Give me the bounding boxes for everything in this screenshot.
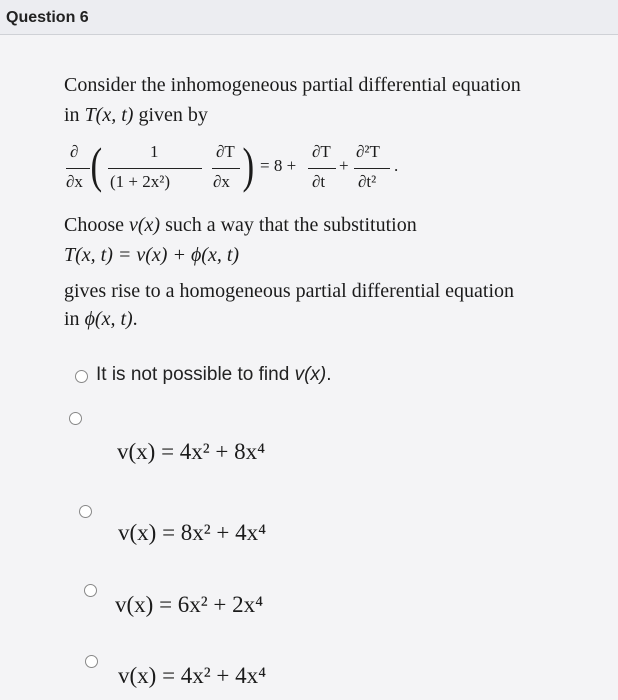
eq-right-paren: ): [242, 137, 255, 193]
gives-suffix: .: [132, 308, 138, 330]
question-gives-line2: [64, 308, 138, 331]
option-formula: v(x) = 8x² + 4x⁴: [118, 520, 267, 545]
choose-prefix: Choose: [64, 214, 129, 236]
eq-fraction-bar: [108, 168, 202, 169]
radio-button[interactable]: [75, 370, 88, 383]
radio-button[interactable]: [85, 655, 98, 668]
question-intro-line1: Consider the inhomogeneous partial differential equation: [64, 74, 521, 96]
option-function: v(x): [294, 364, 327, 385]
option-formula: v(x) = 6x² + 2x⁴: [115, 592, 264, 617]
gives-prefix: in: [64, 308, 85, 330]
eq-dt2: ∂t²: [358, 172, 377, 191]
eq-fraction-bar: [308, 168, 336, 169]
eq-dT-rhs: ∂T: [312, 142, 331, 161]
eq-fraction-bar: [212, 168, 240, 169]
gives-function: ϕ(x, t): [84, 308, 133, 330]
eq-left-paren: (: [90, 137, 103, 193]
option-formula: v(x) = 4x² + 8x⁴: [117, 439, 266, 464]
eq-fraction-bar: [66, 168, 90, 169]
option-label: [96, 364, 332, 386]
intro-function: T(x, t): [84, 104, 134, 126]
eq-one: 1: [150, 142, 159, 161]
eq-dx2: ∂x: [213, 172, 230, 191]
eq-plus: +: [339, 156, 349, 175]
option-suffix: .: [326, 364, 332, 385]
eq-d2T: ∂²T: [356, 142, 380, 161]
question-choose-line: [64, 214, 417, 237]
eq-rhs-start: = 8 +: [260, 156, 297, 175]
pde-equation: [66, 137, 506, 200]
eq-partial-num: ∂: [70, 142, 79, 161]
intro-suffix: given by: [133, 104, 208, 126]
eq-fraction-bar: [354, 168, 390, 169]
question-intro-line2: [64, 104, 208, 127]
choose-function: v(x): [129, 214, 161, 236]
option-text: It is not possible to find: [96, 364, 295, 385]
choose-suffix: such a way that the substitution: [160, 214, 417, 236]
intro-prefix: in: [64, 104, 85, 126]
eq-partial-dx: ∂x: [66, 172, 83, 191]
eq-dT: ∂T: [216, 142, 235, 161]
radio-button[interactable]: [69, 412, 82, 425]
question-header: [0, 0, 618, 35]
eq-dt: ∂t: [312, 172, 326, 191]
radio-button[interactable]: [79, 505, 92, 518]
option-formula: v(x) = 4x² + 4x⁴: [118, 663, 267, 688]
radio-button[interactable]: [84, 584, 97, 597]
substitution-formula: T(x, t) = v(x) + ϕ(x, t): [64, 244, 240, 266]
question-title: Question 6: [6, 9, 89, 26]
eq-denominator: (1 + 2x²): [110, 172, 171, 191]
question-gives-line1: gives rise to a homogeneous partial differential equation: [64, 280, 515, 302]
eq-period: .: [394, 156, 399, 175]
